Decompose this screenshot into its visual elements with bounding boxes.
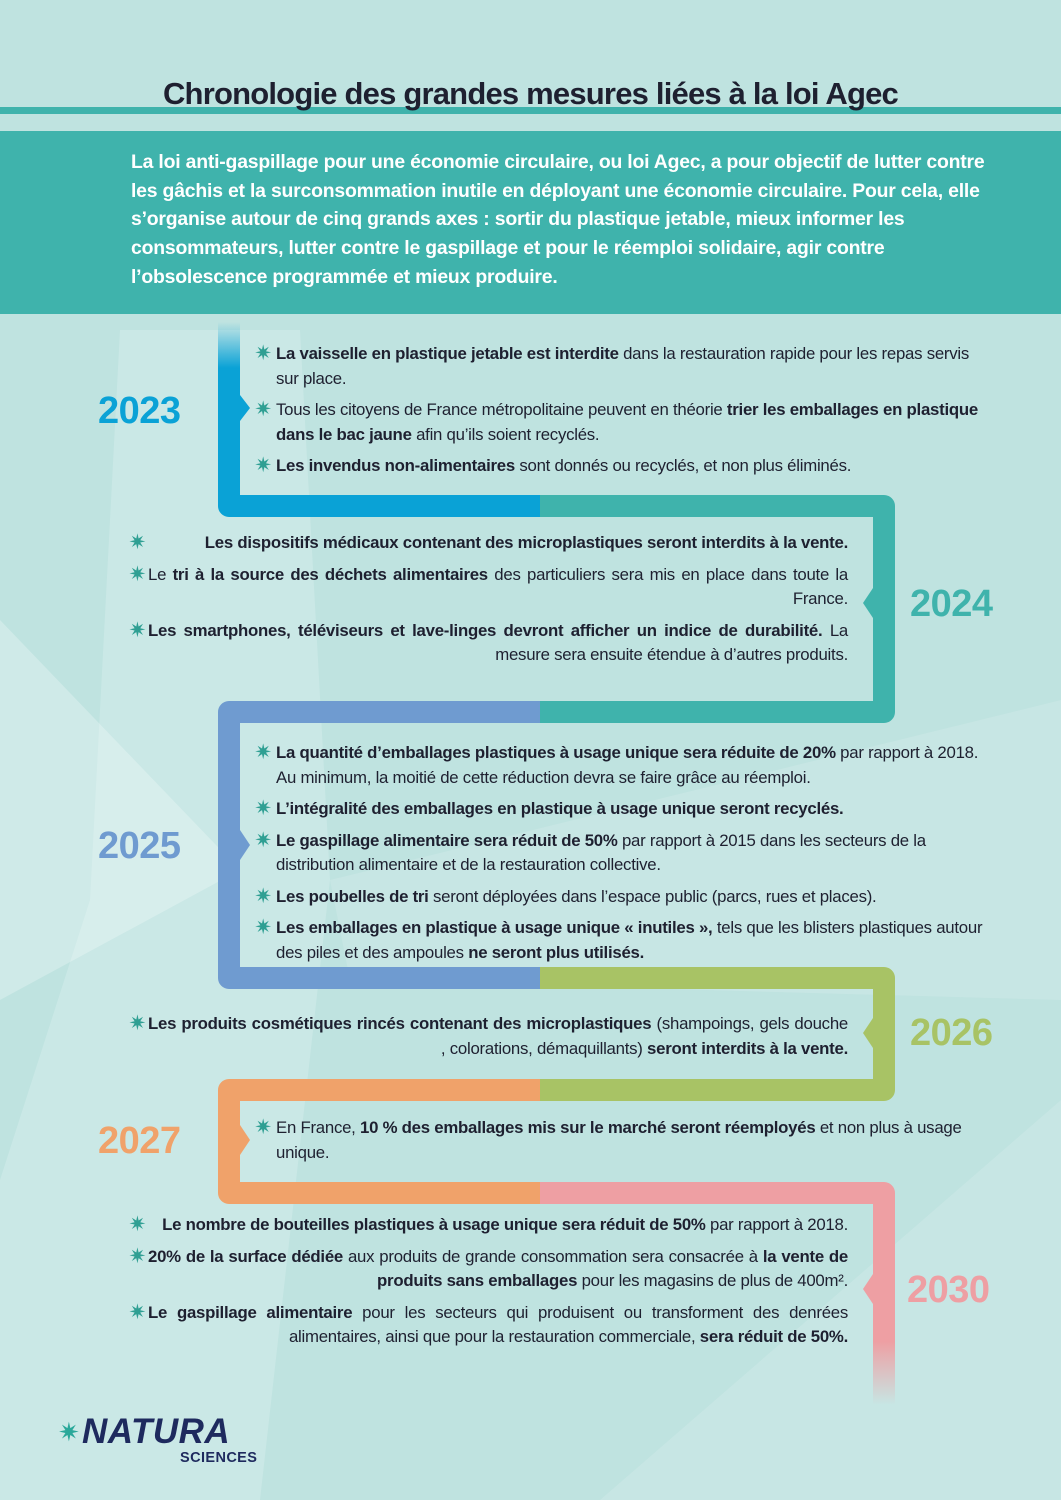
year-label: 2023: [98, 390, 181, 432]
asterisk-bullet-icon: ✷: [254, 828, 272, 852]
asterisk-bullet-icon: ✷: [254, 342, 272, 365]
measure-item: [256, 342, 986, 391]
measure-text: La mesure sera ensuite étendue à d’autres produits.: [495, 620, 848, 664]
measure-item: [128, 619, 848, 668]
measure-text: des particuliers sera mis en place dans toute la France.: [487, 564, 848, 608]
section-2027-items: [256, 1116, 986, 1172]
measure-text-bold: Le nombre de bouteilles plastiques à usage unique sera réduit de 50%: [162, 1215, 706, 1234]
logo-name: NATURA: [82, 1412, 231, 1451]
measure-text: aux produits de grande consommation sera consacrée à: [342, 1246, 763, 1266]
asterisk-bullet-icon: ✷: [254, 916, 272, 939]
asterisk-bullet-icon: ✷: [128, 531, 146, 554]
section-2026-items: [128, 1012, 848, 1068]
arrow-2030: [863, 1274, 873, 1304]
measure-text-bold: Les invendus non-alimentaires: [276, 456, 515, 475]
measure-item: [256, 741, 986, 790]
measure-text-bold: 20% de la surface dédiée: [148, 1246, 343, 1266]
measure-item: [256, 1116, 986, 1165]
measure-text: afin qu’ils soient recyclés.: [411, 424, 600, 444]
measure-text-bold: Le gaspillage alimentaire sera réduit de 50%: [276, 830, 618, 850]
asterisk-bullet-icon: ✷: [254, 454, 272, 477]
year-label: 2030: [907, 1269, 990, 1311]
measure-item: [128, 563, 848, 612]
measure-text-bold: la vente de produits sans emballages: [377, 1246, 848, 1290]
measure-item: [128, 531, 848, 556]
asterisk-bullet-icon: ✷: [254, 884, 272, 908]
measure-item: [128, 1213, 848, 1238]
measure-text: (shampoings, gels douche , colorations, démaquillants): [440, 1014, 848, 1058]
measure-text: dans la restauration rapide pour les repas servis sur place.: [276, 344, 970, 388]
asterisk-bullet-icon: ✷: [128, 618, 146, 642]
measure-item: [256, 885, 986, 910]
measure-item: [128, 1301, 848, 1350]
arrow-2025: [240, 830, 250, 860]
asterisk-bullet-icon: ✷: [254, 398, 272, 421]
measure-text-bold: Les emballages en plastique à usage unique « inutiles »,: [276, 918, 713, 937]
section-2023-items: [256, 342, 986, 486]
measure-text-bold: trier les emballages en plastique dans le bac jaune: [276, 400, 978, 444]
asterisk-bullet-icon: ✷: [128, 1213, 146, 1236]
measure-text: pour les magasins de plus de 400m².: [577, 1271, 848, 1290]
section-2024-items: [128, 531, 848, 675]
measure-text: par rapport à 2018. Au minimum, la moitié de cette réduction devra se faire grâce au réemploi.: [276, 743, 979, 787]
measure-text: par rapport à 2018.: [705, 1215, 848, 1234]
measure-item: [256, 398, 986, 447]
section-2025-items: [256, 741, 986, 972]
measure-text: seront déployées dans l’espace public (parcs, rues et places).: [428, 886, 877, 906]
measure-text: pour les secteurs qui produisent ou transforment des denrées alimentaires, ainsi que pour la restauration commerciale,: [288, 1302, 848, 1346]
year-label: 2025: [98, 825, 181, 867]
measure-item: [256, 797, 986, 822]
page-title: Chronologie des grandes mesures liées à la loi Agec: [162, 76, 899, 111]
measure-text: tels que les blisters plastiques autour des piles et des ampoules: [276, 918, 983, 962]
asterisk-bullet-icon: ✷: [254, 1116, 272, 1139]
measure-text-bold: Le gaspillage alimentaire: [148, 1302, 353, 1322]
year-label: 2024: [910, 583, 993, 625]
measure-text-bold: Les smartphones, téléviseurs et lave-linges devront afficher un indice de durabilité.: [148, 620, 823, 640]
logo-subtitle: SCIENCES: [180, 1450, 258, 1466]
measure-text-bold: L’intégralité des emballages en plastique à usage unique seront recyclés.: [276, 799, 844, 818]
measure-text-bold: La vaisselle en plastique jetable est interdite: [276, 344, 619, 363]
measure-text-bold: seront interdits à la vente.: [647, 1038, 848, 1058]
section-2030-items: [128, 1213, 848, 1357]
measure-text-bold: Les produits cosmétiques rincés contenant des microplastiques: [148, 1014, 652, 1033]
year-label: 2027: [98, 1120, 181, 1162]
arrow-2024: [863, 588, 873, 618]
measure-text: Tous les citoyens de France métropolitaine peuvent en théorie: [276, 400, 727, 419]
asterisk-bullet-icon: ✷: [128, 562, 146, 586]
measure-item: [256, 829, 986, 878]
asterisk-bullet-icon: ✷: [128, 1244, 146, 1268]
measure-text: En France,: [276, 1118, 360, 1137]
measure-item: [128, 1012, 848, 1061]
measure-item: [128, 1245, 848, 1294]
measure-text-bold: Les poubelles de tri: [276, 886, 429, 906]
arrow-2026: [863, 1018, 873, 1048]
arrow-2027: [240, 1125, 250, 1155]
year-label: 2026: [910, 1012, 993, 1054]
measure-text-bold: 10 % des emballages mis sur le marché seront réemployés: [360, 1118, 816, 1137]
measure-text-bold: La quantité d’emballages plastiques à usage unique sera réduite de 20%: [276, 743, 836, 762]
measure-text: sont donnés ou recyclés, et non plus éliminés.: [514, 456, 852, 475]
arrow-2023: [240, 395, 250, 421]
measure-text-bold: sera réduit de 50%.: [699, 1327, 848, 1346]
measure-item: [256, 454, 986, 479]
measure-text-bold: ne seront plus utilisés.: [468, 942, 645, 962]
intro-text: La loi anti-gaspillage pour une économie circulaire, ou loi Agec, a pour objectif de lutter contre les gâchis et la surconsommation inutile en déployant une économie circulaire. Pour cela, elle s’organise autour de cinq grands axes : sortir du plastique jetable, mieux informer les consommateurs, lutter contre le gaspillage et pour le réemploi solidaire, agir contre l’obsolescence programmée et mieux produire.: [131, 151, 985, 288]
measure-text: Le: [148, 564, 173, 584]
measure-text-bold: Les dispositifs médicaux contenant des microplastiques seront interdits à la vente.: [204, 533, 848, 552]
asterisk-bullet-icon: ✷: [254, 797, 272, 820]
asterisk-icon: ✷: [58, 1417, 80, 1447]
asterisk-bullet-icon: ✷: [128, 1012, 146, 1035]
measure-text-bold: tri à la source des déchets alimentaires: [172, 564, 488, 584]
measure-text: et non plus à usage unique.: [276, 1118, 962, 1162]
asterisk-bullet-icon: ✷: [128, 1300, 146, 1324]
measure-text: par rapport à 2015 dans les secteurs de la distribution alimentaire et de la restauration collective.: [276, 830, 926, 874]
asterisk-bullet-icon: ✷: [254, 741, 272, 764]
measure-item: [256, 916, 986, 965]
